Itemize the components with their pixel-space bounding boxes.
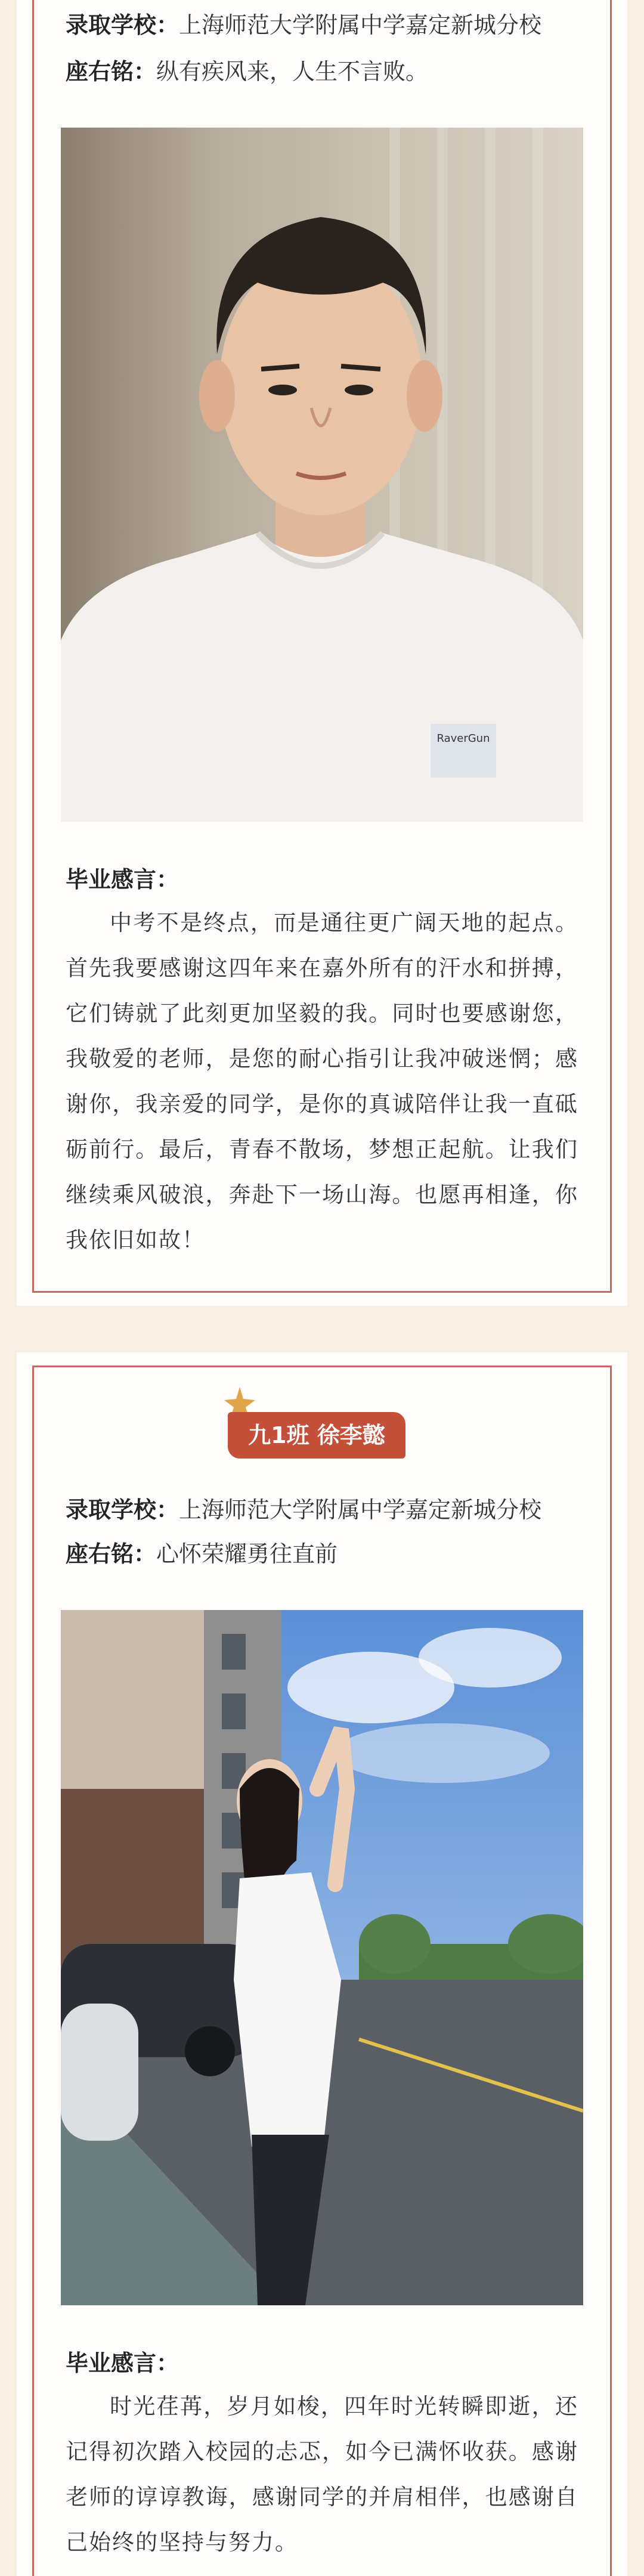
school-label: 录取学校： <box>66 12 179 38</box>
school-value: 上海师范大学附属中学嘉定新城分校 <box>179 1497 542 1523</box>
speech-title-1: 毕业感言： <box>66 866 179 893</box>
motto-line-2 <box>66 1537 338 1571</box>
school-label: 录取学校： <box>66 1497 179 1523</box>
motto-value: 心怀荣耀勇往直前 <box>156 1541 338 1567</box>
student-photo-2 <box>61 1610 583 2305</box>
motto-label: 座右铭： <box>66 1541 157 1567</box>
svg-text:RaverGun: RaverGun <box>436 732 490 745</box>
speech-title-2: 毕业感言： <box>66 2350 179 2376</box>
motto-label: 座右铭： <box>66 58 157 85</box>
school-line-1 <box>66 8 541 42</box>
school-line-2 <box>66 1493 541 1527</box>
student-photo-1 <box>61 128 583 822</box>
speech-text-1 <box>66 900 578 1263</box>
motto-value: 纵有疾风来，人生不言败。 <box>156 58 429 85</box>
motto-line-1 <box>66 55 428 88</box>
name-badge: 九1班 徐李懿 <box>228 1412 405 1459</box>
school-value: 上海师范大学附属中学嘉定新城分校 <box>179 12 542 38</box>
speech-paragraph: 中考不是终点，而是通往更广阔天地的起点。首先我要感谢这四年来在嘉外所有的汗水和拼搏，它们铸就了此刻更加坚毅的我。同时也要感谢您，我敬爱的老师，是您的耐心指引让我冲破迷惘；感谢你，我亲爱的同学，是你的真诚陪伴让我一直砥砺前行。最后，青春不散场，梦想正起航。让我们继续乘风破浪，奔赴下一场山海。也愿再相逢，你我依旧如故！ <box>66 910 578 1253</box>
speech-paragraph: 时光荏苒，岁月如梭，四年时光转瞬即逝，还记得初次踏入校园的忐忑，如今已满怀收获。感谢老师的谆谆教诲，感谢同学的并肩相伴，也感谢自己始终的坚持与努力。 <box>66 2394 578 2555</box>
speech-text-2 <box>66 2384 578 2565</box>
